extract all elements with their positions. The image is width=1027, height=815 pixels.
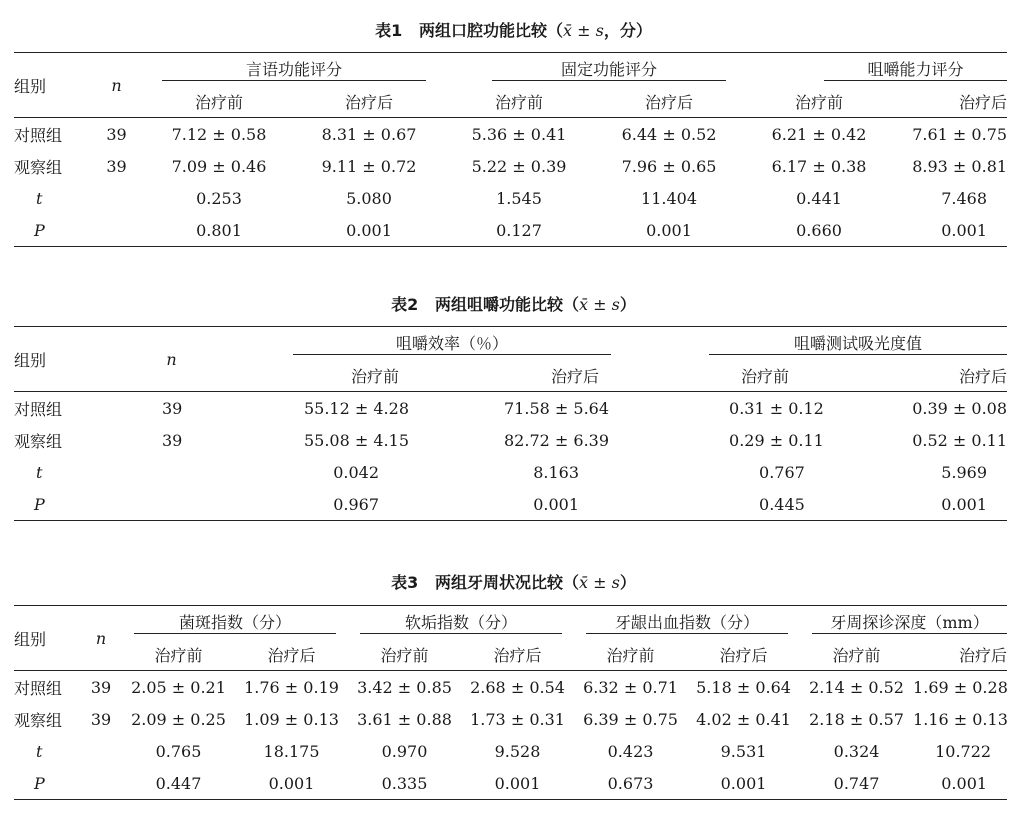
table1-header-n: n [89,53,144,118]
table-row [14,767,1007,800]
table-cell: 9.528 [494,741,541,761]
table-row [14,118,1007,151]
table-cell: 3.42 ± 0.85 [357,677,452,697]
row-n: 39 [90,709,112,729]
table1-caption-stat: x̄ ± s [563,21,604,40]
table1-sub-after: 治疗后 [594,85,744,118]
table-cell: 2.09 ± 0.25 [131,709,226,729]
table-cell: 71.58 ± 5.64 [504,398,610,418]
table2-group-1: 咀嚼测试吸光度值 [629,327,1007,360]
table3-caption-stat: x̄ ± s [579,573,620,592]
table1-caption-prefix: 表1 [375,21,403,40]
table-cell: 9.11 ± 0.72 [321,156,417,176]
row-n [114,488,229,521]
table2-sub-after: 治疗后 [829,359,1007,392]
table-cell: 0.001 [941,220,988,240]
table-cell: 0.441 [796,188,842,208]
row-n [89,182,144,214]
table-cell: 0.324 [833,741,880,761]
table3-group-0: 菌斑指数（分） [122,606,348,639]
table-cell: 10.722 [935,741,992,761]
table-cell: 6.39 ± 0.75 [583,709,678,729]
table-cell: 1.16 ± 0.13 [913,709,1008,729]
table-cell: 8.163 [533,462,580,482]
table3-sub-after: 治疗后 [913,638,1007,671]
table-cell: 1.545 [496,188,542,208]
table3-group-2: 牙龈出血指数（分） [574,606,800,639]
row-n [80,767,122,800]
table-cell: 18.175 [263,741,320,761]
table-cell: 0.765 [155,741,202,761]
table2-header-n: n [114,327,229,392]
table-cell: 0.127 [496,220,542,240]
table-cell: 0.29 ± 0.11 [729,430,824,450]
table-cell: 5.36 ± 0.41 [471,124,567,144]
table-cell: 3.61 ± 0.88 [357,709,452,729]
row-n: 39 [90,677,112,697]
table-cell: 0.31 ± 0.12 [729,398,824,418]
table-cell: 0.801 [196,220,242,240]
table-row [14,214,1007,247]
table-cell: 6.17 ± 0.38 [771,156,867,176]
table-cell: 55.12 ± 4.28 [303,398,409,418]
table2-header-group: 组别 [14,327,114,392]
table-cell: 0.423 [607,741,654,761]
table1-caption-suffix: ，分） [603,21,652,40]
table2-caption-stat: x̄ ± s [579,295,620,314]
table3-caption [0,570,1027,593]
table2-sub-before: 治疗前 [629,359,829,392]
table-cell: 2.68 ± 0.54 [470,677,565,697]
table3-sub-before: 治疗前 [122,638,235,671]
table-cell: 7.468 [941,188,988,208]
table3-caption-prefix: 表3 [391,573,419,592]
table-cell: 1.09 ± 0.13 [244,709,339,729]
table-cell: 6.21 ± 0.42 [771,124,867,144]
row-n: 39 [162,430,183,450]
table-cell: 5.18 ± 0.64 [696,677,791,697]
table-cell: 9.531 [720,741,767,761]
table3-sub-after: 治疗后 [687,638,800,671]
table-cell: 0.001 [720,773,767,793]
table-cell: 0.001 [346,220,392,240]
table-cell: 8.93 ± 0.81 [912,156,1008,176]
table1-sub-before: 治疗前 [744,85,894,118]
row-label: t [36,462,43,482]
table-cell: 2.18 ± 0.57 [809,709,904,729]
table3-group-1: 软垢指数（分） [348,606,574,639]
table3-sub-after: 治疗后 [461,638,574,671]
table-cell: 0.001 [941,773,988,793]
table1-header-group: 组别 [14,53,89,118]
table1-caption-title: 两组口腔功能比较（ [419,21,564,40]
table-row [14,456,1007,488]
table-cell: 1.73 ± 0.31 [470,709,565,729]
table3-sub-before: 治疗前 [574,638,687,671]
table-row [14,182,1007,214]
row-label: 观察组 [14,157,63,177]
table3 [14,605,1007,800]
table3-sub-before: 治疗前 [800,638,913,671]
table1-sub-before: 治疗前 [144,85,294,118]
row-label: 对照组 [14,399,63,419]
table-cell: 0.39 ± 0.08 [912,398,1008,418]
row-label: P [34,773,45,793]
table3-group-3: 牙周探诊深度（mm） [800,606,1007,639]
table-row [14,150,1007,182]
table-row [14,671,1007,704]
table-cell: 82.72 ± 6.39 [504,430,610,450]
table2-caption-prefix: 表2 [391,295,419,314]
table2 [14,326,1007,521]
table-cell: 0.001 [646,220,692,240]
row-label: 对照组 [14,678,63,698]
table-cell: 0.001 [268,773,315,793]
row-n [89,214,144,247]
row-n [80,735,122,767]
table-cell: 7.12 ± 0.58 [171,124,267,144]
table2-group-0: 咀嚼效率（％） [229,327,629,360]
table1-group-2: 咀嚼能力评分 [744,53,1007,86]
table-cell: 0.767 [759,462,805,482]
table2-caption-suffix: ） [619,295,636,314]
table-cell: 6.44 ± 0.52 [621,124,717,144]
table2-sub-before: 治疗前 [229,359,429,392]
table-row [14,488,1007,521]
table-cell: 8.31 ± 0.67 [321,124,417,144]
table-cell: 7.09 ± 0.46 [171,156,267,176]
table-cell: 1.69 ± 0.28 [913,677,1008,697]
table2-caption [0,292,1027,315]
table3-caption-suffix: ） [619,573,636,592]
table-row [14,703,1007,735]
table-cell: 7.96 ± 0.65 [621,156,717,176]
table-cell: 0.673 [607,773,654,793]
row-label: t [36,188,43,208]
row-n: 39 [106,124,127,144]
table-cell: 11.404 [641,188,698,208]
table-cell: 5.22 ± 0.39 [471,156,567,176]
table-cell: 0.970 [381,741,428,761]
table3-header-group: 组别 [14,606,80,671]
table2-caption-title: 两组咀嚼功能比较（ [435,295,580,314]
table-row [14,392,1007,425]
table3-caption-title: 两组牙周状况比较（ [435,573,580,592]
table-cell: 0.967 [333,494,379,514]
table-cell: 1.76 ± 0.19 [244,677,339,697]
table-cell: 0.660 [796,220,842,240]
table-cell: 55.08 ± 4.15 [303,430,409,450]
table1-sub-after: 治疗后 [294,85,444,118]
table1-caption [0,18,1027,41]
row-n [114,456,229,488]
table-cell: 0.042 [333,462,379,482]
table-cell: 2.05 ± 0.21 [131,677,226,697]
row-label: 观察组 [14,431,63,451]
table1-sub-before: 治疗前 [444,85,594,118]
table1-group-1: 固定功能评分 [444,53,744,86]
table3-header-n: n [80,606,122,671]
row-label: P [34,220,45,240]
table-row [14,735,1007,767]
row-label: t [36,741,43,761]
table-cell: 5.080 [346,188,392,208]
row-n: 39 [162,398,183,418]
table-cell: 0.001 [494,773,541,793]
table1 [14,52,1007,247]
row-label: 观察组 [14,710,63,730]
table-cell: 7.61 ± 0.75 [912,124,1008,144]
table1-group-0: 言语功能评分 [144,53,444,86]
table-cell: 0.447 [155,773,202,793]
table-cell: 0.52 ± 0.11 [912,430,1008,450]
table3-sub-after: 治疗后 [235,638,348,671]
row-label: P [34,494,45,514]
table-cell: 0.335 [381,773,428,793]
table1-sub-after: 治疗后 [894,85,1007,118]
table-cell: 0.001 [941,494,988,514]
row-label: 对照组 [14,125,63,145]
row-n: 39 [106,156,127,176]
table-cell: 0.747 [833,773,880,793]
table-cell: 6.32 ± 0.71 [583,677,678,697]
table-cell: 2.14 ± 0.52 [809,677,904,697]
table-cell: 0.001 [533,494,580,514]
table-cell: 5.969 [941,462,988,482]
table-cell: 4.02 ± 0.41 [696,709,791,729]
table2-sub-after: 治疗后 [429,359,629,392]
table-cell: 0.253 [196,188,242,208]
table-row [14,424,1007,456]
table3-sub-before: 治疗前 [348,638,461,671]
table-cell: 0.445 [759,494,805,514]
